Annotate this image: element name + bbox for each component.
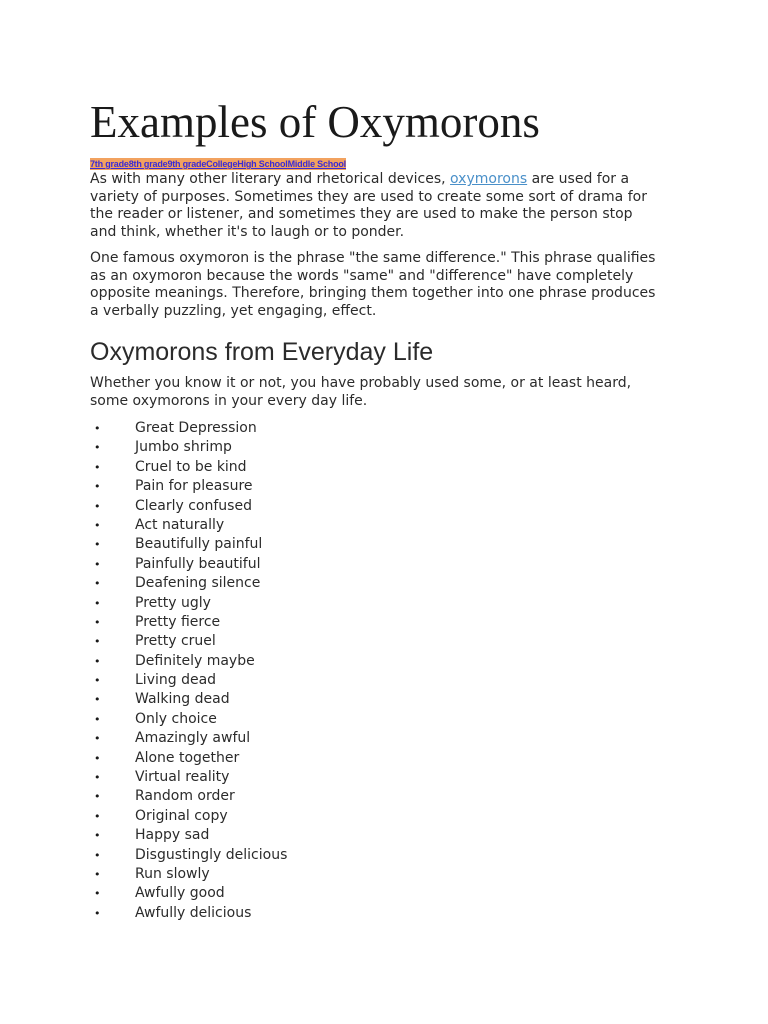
- list-item-text: Disgustingly delicious: [135, 846, 288, 863]
- same-difference-line-3: opposite meanings. Therefore, bringing them together into one phrase produces: [90, 285, 656, 301]
- list-item-text: Run slowly: [135, 865, 210, 882]
- bullet-icon: •: [94, 693, 101, 707]
- bullet-icon: •: [94, 809, 101, 823]
- bullet-icon: •: [94, 635, 101, 649]
- bullet-icon: •: [94, 460, 101, 474]
- list-item-text: Only choice: [135, 710, 217, 727]
- list-item-text: Awfully good: [135, 885, 225, 902]
- intro-line-2: variety of purposes. Sometimes they are used to create some sort of drama for: [90, 188, 647, 205]
- bullet-icon: •: [94, 577, 101, 591]
- bullet-icon: •: [94, 480, 101, 494]
- bullet-icon: •: [94, 712, 101, 726]
- tag-link-9th-grade[interactable]: 9th grade: [167, 159, 207, 169]
- everyday-line-2: some oxymorons in your every day life.: [90, 392, 368, 409]
- intro-line-3: the reader or listener, and sometimes they are used to make the person stop: [90, 206, 633, 222]
- bullet-icon: •: [94, 518, 101, 532]
- bullet-icon: •: [94, 499, 101, 513]
- bullet-icon: •: [94, 829, 101, 843]
- list-item-text: Pain for pleasure: [135, 478, 253, 495]
- bullet-icon: •: [94, 441, 101, 455]
- list-item-text: Act naturally: [135, 516, 225, 533]
- list-item-text: Pretty cruel: [135, 633, 216, 650]
- tag-link-8th-grade[interactable]: 8th grade: [128, 159, 168, 169]
- bullet-icon: •: [94, 790, 101, 804]
- bullet-icon: •: [94, 867, 101, 881]
- list-item-text: Awfully delicious: [135, 904, 252, 921]
- intro-text-before-link: As with many other literary and rhetorical devices,: [90, 171, 451, 187]
- bullet-icon: •: [94, 848, 101, 862]
- bullet-icon: •: [94, 771, 101, 785]
- tag-link-middle-school[interactable]: Middle School: [287, 159, 346, 169]
- list-item-text: Jumbo shrimp: [135, 439, 232, 456]
- list-item-text: Cruel to be kind: [135, 458, 247, 475]
- bullet-icon: •: [94, 906, 101, 920]
- list-item-text: Random order: [135, 788, 235, 805]
- list-item-text: Definitely maybe: [135, 652, 255, 669]
- everyday-line-1: Whether you know it or not, you have probably used some, or at least heard,: [90, 375, 632, 391]
- list-item-text: Pretty fierce: [135, 613, 221, 630]
- list-item-text: Great Depression: [135, 420, 257, 436]
- bullet-icon: •: [94, 654, 101, 668]
- list-item-text: Amazingly awful: [135, 730, 251, 747]
- intro-line-4: and think, whether it's to laugh or to ponder.: [90, 223, 405, 240]
- intro-text-after-link: are used for a: [527, 171, 630, 187]
- bullet-icon: •: [94, 557, 101, 571]
- bullet-icon: •: [94, 596, 101, 610]
- list-item-text: Painfully beautiful: [135, 555, 261, 572]
- tag-link-7th-grade[interactable]: 7th grade: [90, 159, 129, 169]
- same-difference-line-1: One famous oxymoron is the phrase "the same difference." This phrase qualifies: [90, 250, 656, 266]
- list-item-text: Beautifully painful: [135, 536, 263, 553]
- list-item-text: Virtual reality: [135, 769, 230, 786]
- list-item-text: Deafening silence: [135, 575, 261, 592]
- list-item-text: Clearly confused: [135, 497, 252, 514]
- section-heading: Oxymorons from Everyday Life: [90, 338, 434, 366]
- bullet-icon: •: [94, 422, 101, 435]
- page-title: Examples of Oxymorons: [90, 97, 540, 147]
- intro-line-1: [90, 171, 647, 189]
- same-difference-line-2: as an oxymoron because the words "same" and "difference" have completely: [90, 267, 634, 284]
- bullet-icon: •: [94, 538, 101, 552]
- list-item-text: Living dead: [135, 672, 217, 689]
- same-difference-paragraph: [90, 250, 655, 320]
- bullet-icon: •: [94, 615, 101, 629]
- bullet-icon: •: [94, 732, 101, 746]
- intro-paragraph: [90, 171, 647, 241]
- grade-tags: [90, 158, 346, 170]
- bullet-icon: •: [94, 674, 101, 688]
- list-item-text: Pretty ugly: [135, 594, 211, 611]
- same-difference-line-4: a verbally puzzling, yet engaging, effect.: [90, 302, 377, 319]
- bullet-icon: •: [94, 887, 101, 901]
- list-item-text: Walking dead: [135, 691, 230, 708]
- oxymorons-link[interactable]: oxymorons: [450, 171, 528, 187]
- list-item-text: Alone together: [135, 749, 240, 766]
- bullet-icon: •: [94, 751, 101, 765]
- tag-link-high-school[interactable]: High School: [237, 159, 288, 169]
- list-item-text: Happy sad: [135, 827, 210, 844]
- list-item-text: Original copy: [135, 807, 228, 824]
- everyday-life-paragraph: [90, 375, 631, 410]
- tag-link-college[interactable]: College: [206, 159, 238, 169]
